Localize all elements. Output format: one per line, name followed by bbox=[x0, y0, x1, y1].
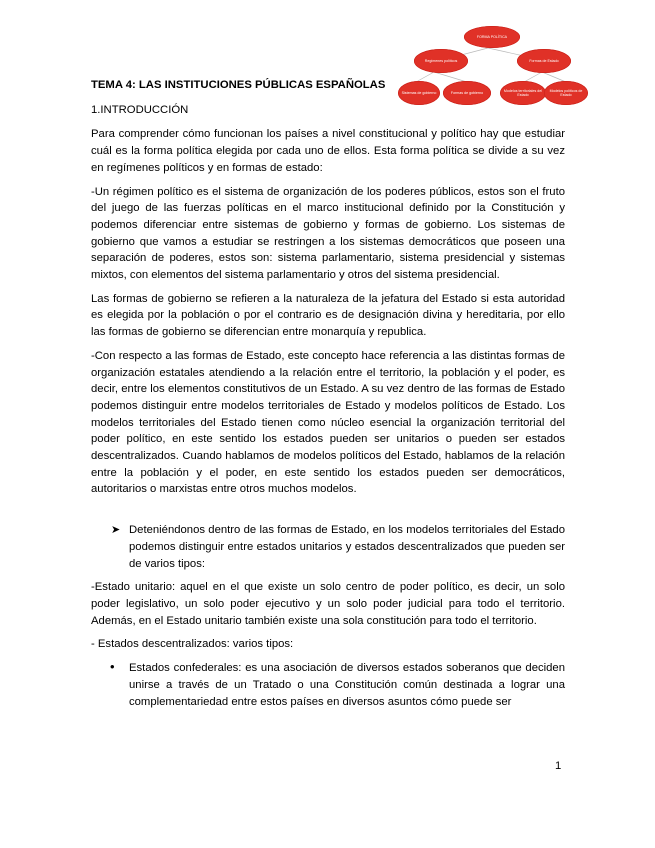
paragraph-intro: Para comprender cómo funcionan los países a nivel constitucional y político hay que estudiar cuál es la forma política elegida por cada uno de ellos. Esta forma política se divide a su vez en regímenes políticos y en formas de estado: bbox=[91, 128, 565, 174]
diagram-node-sistemas-de-gobierno: Sistemas de gobierno bbox=[398, 81, 440, 105]
diagram-node-forma-politica: FORMA POLÍTICA bbox=[464, 26, 520, 48]
arrow-list-item bbox=[91, 522, 565, 572]
arrow-bullet-icon: ➤ bbox=[111, 524, 121, 537]
document-body bbox=[91, 77, 565, 717]
bullet-list-item bbox=[91, 660, 565, 710]
spacer bbox=[91, 505, 565, 522]
bullet-list-item-text: Estados confederales: es una asociación de diversos estados soberanos que deciden unirse a través de un Tratado o una Constitución común destinada a lograr una complementariedad entre estos países en diversos asuntos cómo puede ser bbox=[129, 662, 565, 708]
diagram-node-regimenes-politicos: Regímenes políticos bbox=[414, 49, 468, 73]
diagram-node-modelos-territoriales: Modelos territoriales del Estado bbox=[500, 81, 546, 105]
paragraph-regimen-politico: -Un régimen político es el sistema de organización de los poderes públicos, estos son el fruto del juego de las fuerzas políticas en el marco institucional definido por la Constitución y podemos diferenciar entre sistemas de gobierno y formas de gobierno. Los sistemas de gobierno que vamos a estudiar se restringen a los sistemas democráticos que poseen una separación de poderes, estos son: sistema parlamentario, sistema presidencial y sistemas mixtos, con elementos del sistema parlamentario y otros del sistema presidencial. bbox=[91, 185, 565, 282]
paragraph-formas-de-gobierno: Las formas de gobierno se refieren a la naturaleza de la jefatura del Estado si esta autoridad es elegida por la población o por el contrario es de designación divina y hereditaria, por ello las formas de gobierno se diferencian entre monarquía y republica. bbox=[91, 292, 565, 339]
arrow-list-item-text: Deteniéndonos dentro de las formas de Estado, en los modelos territoriales del Estado podemos distinguir entre estados unitarios y estados descentralizados que pueden ser de varios tipos: bbox=[129, 524, 565, 570]
diagram-node-modelos-politicos: Modelos políticos de Estado bbox=[544, 81, 588, 105]
page-number: 1 bbox=[555, 760, 562, 772]
paragraph-estado-unitario: -Estado unitario: aquel en el que existe un solo centro de poder político, es decir, un solo poder legislativo, un solo poder ejecutivo y un solo poder judicial para todo el territorio. Además, en el Estado unitario también existe una sola constitución para todo el territorio. bbox=[91, 581, 565, 627]
section-heading: 1.INTRODUCCIÓN bbox=[91, 103, 189, 116]
diagram-node-formas-de-gobierno: Formas de gobierno bbox=[443, 81, 491, 105]
paragraph-formas-de-estado: -Con respecto a las formas de Estado, este concepto hace referencia a las distintas formas de organización estatales atendiendo a la relación entre el territorio, la población y el poder, es decir, entre los elementos constitutivos de un Estado. A su vez dentro de las formas de Estado podemos distinguir entre modelos territoriales de Estado y modelos políticos de Estado. Los modelos territoriales del Estado tienen como núcleo esencial la organización territorial del poder político, en este sentido los estados pueden ser unitarios o pueden ser estados descentralizados. Cuando hablamos de modelos políticos del Estado, hablamos de la relación entre la población y el poder, en este sentido los estados pueden ser democráticos, autoritarios o marxistas entre otros muchos modelos. bbox=[91, 349, 565, 496]
diagram-node-formas-de-estado: Formas de Estado bbox=[517, 49, 571, 73]
paragraph-estados-descentralizados: - Estados descentralizados: varios tipos: bbox=[91, 638, 294, 651]
document-title: TEMA 4: LAS INSTITUCIONES PÚBLICAS ESPAÑOLAS bbox=[91, 79, 386, 91]
bullet-dot-icon: • bbox=[110, 659, 115, 675]
